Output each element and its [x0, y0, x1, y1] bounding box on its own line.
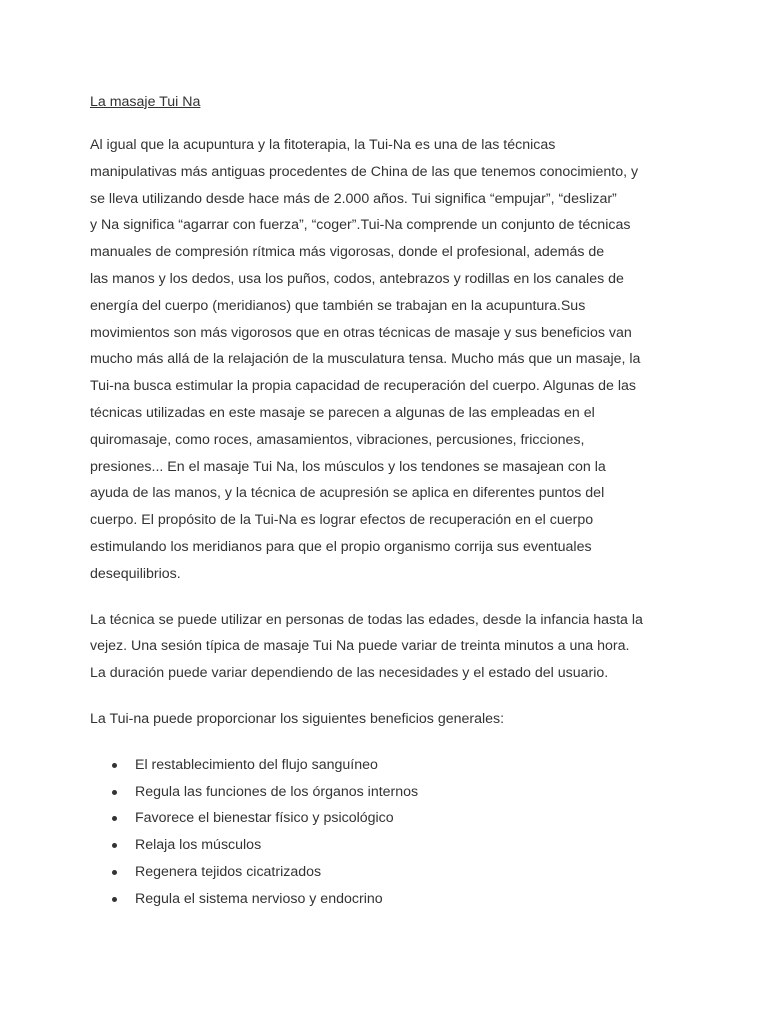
- paragraph-line: técnicas utilizadas en este masaje se parecen a algunas de las empleadas en el: [90, 404, 595, 421]
- paragraph-line: manipulativas más antiguas procedentes de China de las que tenemos conocimiento, y: [90, 163, 639, 180]
- paragraph-line: cuerpo. El propósito de la Tui-Na es lograr efectos de recuperación en el cuerpo: [90, 512, 594, 529]
- list-item-text: Regula el sistema nervioso y endocrino: [135, 890, 383, 907]
- paragraph-line: mucho más allá de la relajación de la musculatura tensa. Mucho más que un masaje, la: [90, 351, 641, 368]
- list-item: [90, 859, 700, 886]
- list-item-text: El restablecimiento del flujo sanguíneo: [135, 756, 378, 773]
- paragraph-line: y Na significa “agarrar con fuerza”, “coger”.Tui-Na comprende un conjunto de técnicas: [90, 217, 631, 234]
- bullet-icon: [112, 870, 117, 875]
- paragraph-line: La técnica se puede utilizar en personas de todas las edades, desde la infancia hasta la: [90, 611, 643, 628]
- paragraph-line: Al igual que la acupuntura y la fitoterapia, la Tui-Na es una de las técnicas: [90, 137, 556, 153]
- paragraph-line: desequilibrios.: [90, 565, 181, 582]
- document-title: La masaje Tui Na: [90, 94, 201, 110]
- paragraph-line: manuales de compresión rítmica más vigorosas, donde el profesional, además de: [90, 244, 605, 261]
- paragraph-line: estimulando los meridianos para que el propio organismo corrija sus eventuales: [90, 538, 592, 555]
- paragraph-line: las manos y los dedos, usa los puños, codos, antebrazos y rodillas en los canales de: [90, 270, 624, 287]
- paragraph-intro: [90, 132, 700, 588]
- list-item: [90, 886, 700, 913]
- paragraph-benefits-intro: [90, 706, 700, 733]
- paragraph-line: Tui-na busca estimular la propia capacidad de recuperación del cuerpo. Algunas de las: [90, 378, 637, 395]
- bullet-icon: [112, 897, 117, 902]
- list-item-text: Favorece el bienestar físico y psicológico: [135, 810, 394, 827]
- paragraph-line: presiones... En el masaje Tui Na, los músculos y los tendones se masajean con la: [90, 458, 606, 475]
- paragraph-line: ayuda de las manos, y la técnica de acupresión se aplica en diferentes puntos del: [90, 485, 605, 502]
- paragraph-line: La duración puede variar dependiendo de las necesidades y el estado del usuario.: [90, 665, 609, 682]
- document-page: [90, 92, 700, 913]
- bullet-icon: [112, 816, 117, 821]
- paragraph-line: La Tui-na puede proporcionar los siguientes beneficios generales:: [90, 710, 505, 727]
- paragraph-line: movimientos son más vigorosos que en otras técnicas de masaje y sus beneficios van: [90, 324, 632, 341]
- bullet-icon: [112, 790, 117, 795]
- list-item: [90, 752, 700, 779]
- paragraph-line: se lleva utilizando desde hace más de 2.000 años. Tui significa “empujar”, “deslizar”: [90, 190, 617, 207]
- paragraph-line: quiromasaje, como roces, amasamientos, vibraciones, percusiones, fricciones,: [90, 431, 585, 448]
- list-item: [90, 779, 700, 806]
- list-item: [90, 832, 700, 859]
- bullet-icon: [112, 763, 117, 768]
- list-item-text: Regula las funciones de los órganos internos: [135, 783, 419, 800]
- paragraph-ages: [90, 607, 700, 687]
- bullet-icon: [112, 843, 117, 848]
- paragraph-line: vejez. Una sesión típica de masaje Tui Na puede variar de treinta minutos a una hora.: [90, 638, 630, 655]
- list-item-text: Regenera tejidos cicatrizados: [135, 863, 322, 880]
- list-item: [90, 805, 700, 832]
- benefits-list: [90, 752, 700, 913]
- paragraph-line: energía del cuerpo (meridianos) que también se trabajan en la acupuntura.Sus: [90, 297, 586, 314]
- list-item-text: Relaja los músculos: [135, 837, 262, 854]
